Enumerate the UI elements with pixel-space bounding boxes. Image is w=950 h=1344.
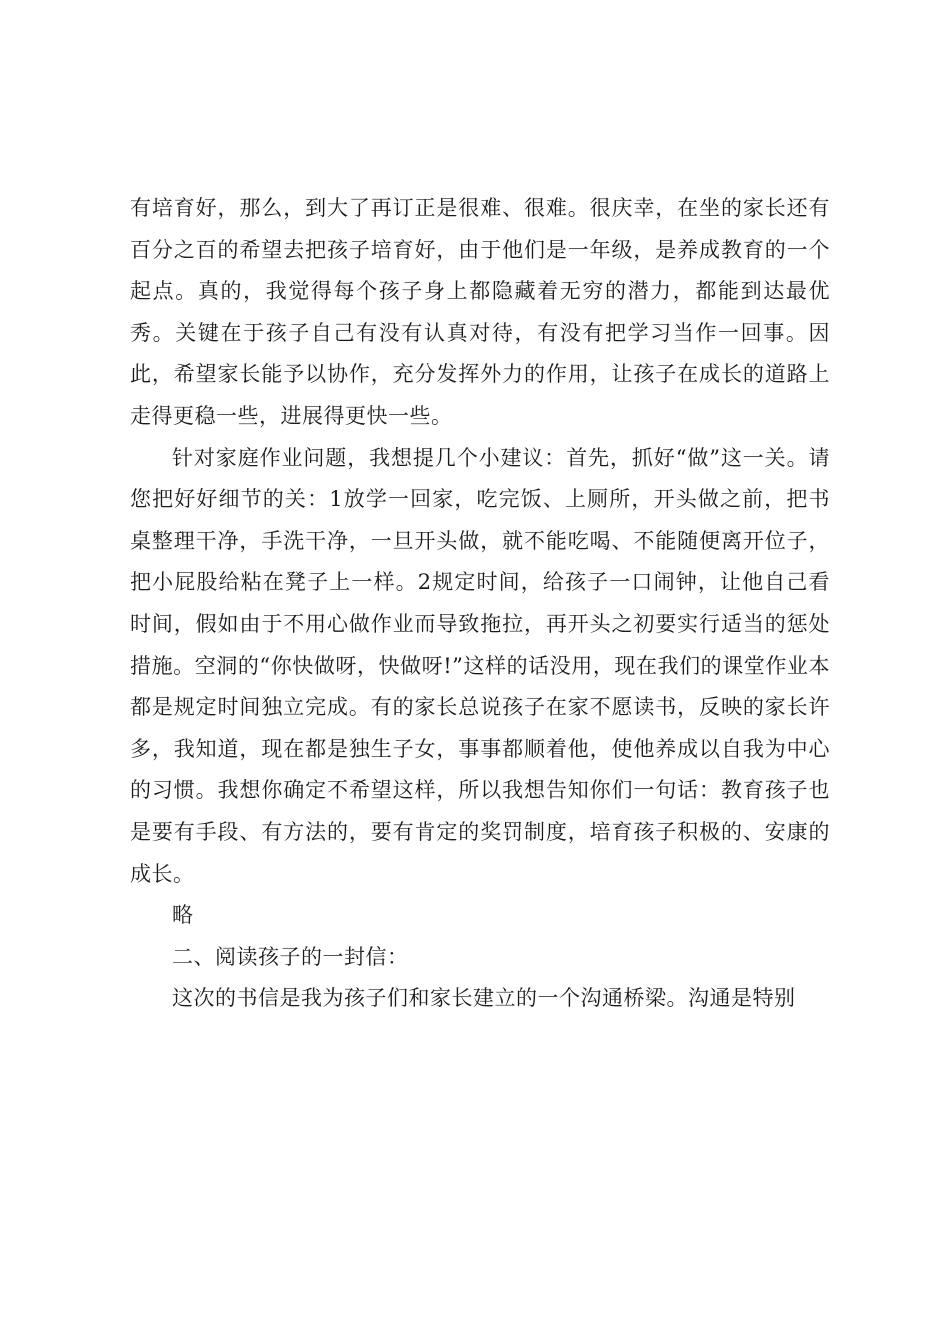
paragraph-omitted: 略 xyxy=(172,903,194,928)
paragraph-letter-intro: 这次的书信是我为孩子们和家长建立的一个沟通桥梁。沟通是特别 xyxy=(172,986,796,1011)
document-body xyxy=(130,188,830,1020)
paragraph-homework-suggestions: 针对家庭作业问题，我想提几个小建议：首先，抓好“做”这一关。请您把好好细节的关：1放学一回家，吃完饭、上厕所，开头做之前，把书桌整理干净，手洗干净，一旦开头做，就不能吃喝、不能随便离开位子，把小屁股给粘在凳子上一样。2规定时间，给孩子一口闹钟，让他自己看时间，假如由于不用心做作业而导致拖拉，再开头之初要实行适当的惩处措施。空洞的“你快做呀，快做呀!”这样的话没用，现在我们的课堂作业本都是规定时间独立完成。有的家长总说孩子在家不愿读书，反映的家长许多，我知道，现在都是独生子女，事事都顺着他，使他养成以自我为中心的习惯。我想你确定不希望这样，所以我想告知你们一句话：教育孩子也是要有手段、有方法的，要有肯定的奖罚制度，培育孩子积极的、安康的成长。 xyxy=(130,445,830,886)
section-heading-letter: 二、阅读孩子的一封信： xyxy=(172,944,409,969)
paragraph-continuation: 有培育好，那么，到大了再订正是很难、很难。很庆幸，在坐的家长还有百分之百的希望去把孩子培育好，由于他们是一年级，是养成教育的一个起点。真的，我觉得每个孩子身上都隐藏着无穷的潜力，都能到达最优秀。关键在于孩子自己有没有认真对待，有没有把学习当作一回事。因此，希望家长能予以协作，充分发挥外力的作用，让孩子在成长的道路上走得更稳一些，进展得更快一些。 xyxy=(130,196,830,428)
